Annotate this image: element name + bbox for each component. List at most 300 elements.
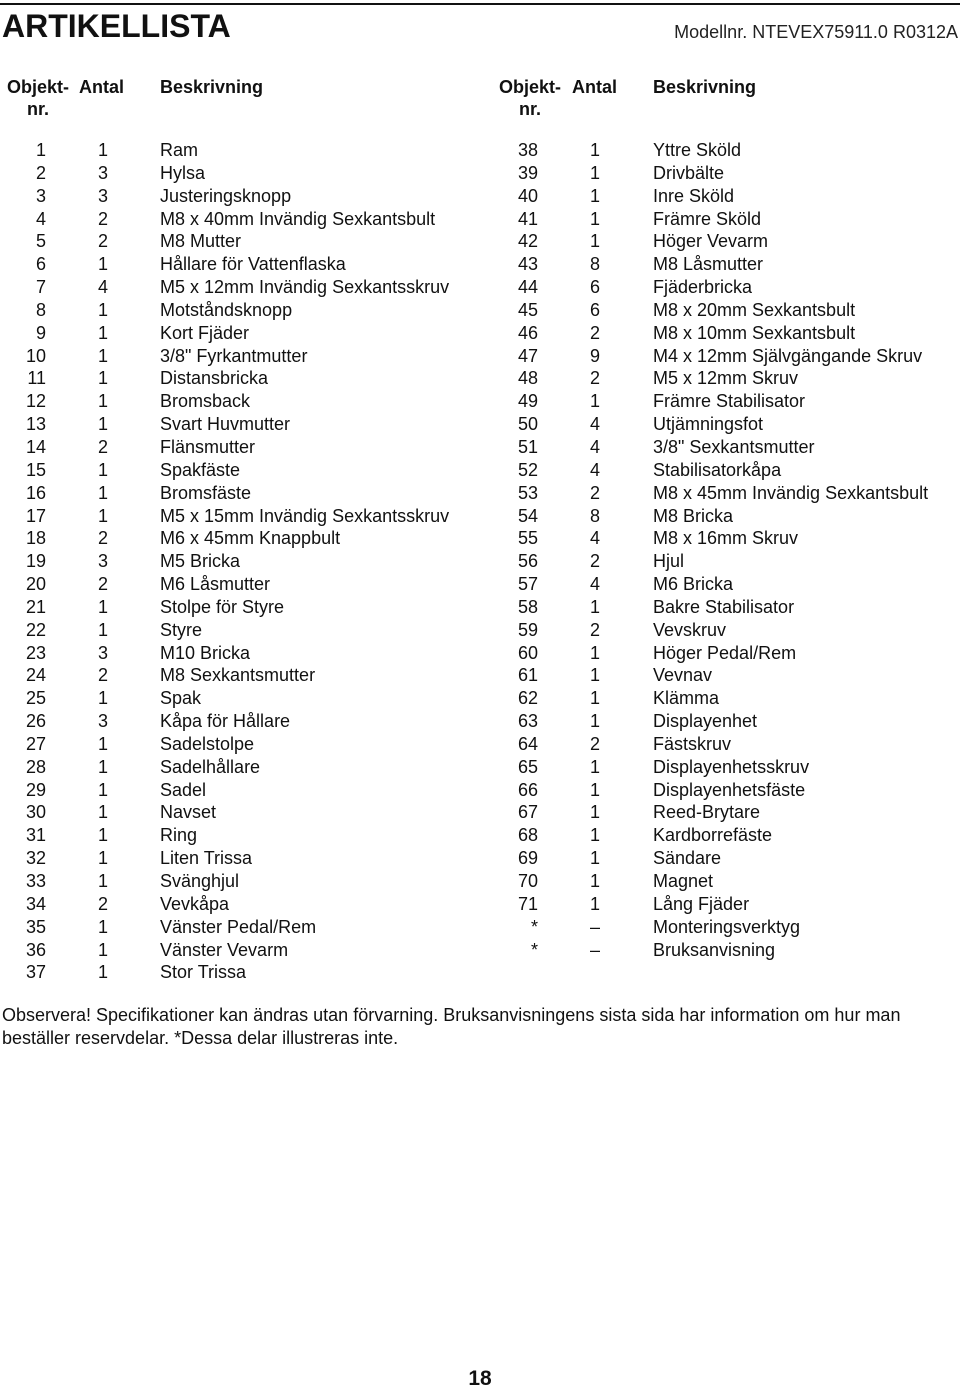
part-description: Motståndsknopp <box>160 299 293 320</box>
part-quantity: 1 <box>97 962 108 983</box>
part-quantity: 3 <box>97 185 108 206</box>
part-quantity: 1 <box>589 642 600 663</box>
table-row <box>0 664 480 687</box>
part-description: Yttre Sköld <box>653 140 742 160</box>
part-quantity: 2 <box>97 436 108 457</box>
table-row <box>0 824 480 847</box>
part-quantity: 3 <box>97 642 108 663</box>
part-description: M6 x 45mm Knappbult <box>160 528 341 549</box>
parts-list-right <box>490 139 960 961</box>
part-number: 57 <box>517 574 538 595</box>
part-number: 46 <box>517 322 538 343</box>
part-description: Inre Sköld <box>653 185 735 206</box>
table-row <box>0 619 480 642</box>
table-row <box>490 208 960 231</box>
page-number: 18 <box>468 1367 492 1390</box>
table-row <box>490 619 960 642</box>
part-number: 55 <box>517 528 538 549</box>
part-description: Displayenhet <box>653 711 758 732</box>
part-number: 33 <box>25 871 46 891</box>
table-row <box>0 527 480 550</box>
part-quantity: 4 <box>589 436 600 457</box>
part-quantity: 6 <box>589 299 600 320</box>
part-description: Hjul <box>653 551 685 572</box>
part-description: Sadel <box>160 779 207 800</box>
part-number: * <box>530 916 538 937</box>
part-description: Ram <box>160 140 199 160</box>
part-description: 3/8" Fyrkantmutter <box>160 345 308 366</box>
part-description: M10 Bricka <box>160 642 251 663</box>
part-number: 34 <box>25 893 46 914</box>
part-quantity: 1 <box>97 756 108 777</box>
table-row <box>490 505 960 528</box>
part-number: 59 <box>517 619 538 640</box>
part-number: 17 <box>25 505 46 526</box>
part-description: M8 x 10mm Sexkantsbult <box>653 322 856 343</box>
table-row <box>0 642 480 665</box>
part-number: 42 <box>517 231 538 252</box>
part-quantity: 1 <box>589 688 600 709</box>
part-number: 47 <box>517 345 538 366</box>
part-quantity: 1 <box>97 345 108 366</box>
table-row <box>490 162 960 185</box>
part-quantity: 1 <box>97 802 108 823</box>
table-row <box>490 139 960 162</box>
part-description: Navset <box>160 802 217 823</box>
part-number: 5 <box>35 231 46 252</box>
part-description: Bromsback <box>160 391 251 412</box>
part-number: 27 <box>25 733 46 754</box>
part-description: M6 Bricka <box>653 574 734 595</box>
part-description: Bromsfäste <box>160 482 252 503</box>
part-quantity: 1 <box>97 391 108 412</box>
part-quantity: 4 <box>589 414 600 435</box>
part-number: 44 <box>517 277 538 298</box>
part-description: 3/8" Sexkantsmutter <box>653 436 815 457</box>
table-row <box>0 162 480 185</box>
part-number: 14 <box>25 436 46 457</box>
part-number: 18 <box>25 528 46 549</box>
part-number: 29 <box>25 779 46 800</box>
part-description: Sadelstolpe <box>160 733 255 754</box>
table-row <box>0 893 480 916</box>
part-quantity: 3 <box>97 162 108 183</box>
part-number: 61 <box>517 665 538 686</box>
header-desc-left: Beskrivning <box>160 77 264 97</box>
part-description: Kardborrefäste <box>653 825 773 846</box>
table-row <box>0 413 480 436</box>
part-quantity: 1 <box>97 414 108 435</box>
part-description: M8 Bricka <box>653 505 734 526</box>
part-description: Kåpa för Hållare <box>160 711 291 732</box>
part-quantity: 2 <box>589 322 600 343</box>
part-description: M8 x 16mm Skruv <box>653 528 799 549</box>
table-row <box>490 345 960 368</box>
part-quantity: 1 <box>97 482 108 503</box>
part-quantity: 1 <box>97 733 108 754</box>
part-quantity: 1 <box>97 688 108 709</box>
part-number: 1 <box>35 140 46 160</box>
table-row <box>0 436 480 459</box>
table-row <box>0 710 480 733</box>
part-number: 22 <box>25 619 46 640</box>
page-title: ARTIKELLISTA <box>2 8 231 44</box>
part-quantity: 4 <box>589 574 600 595</box>
part-description: M8 Mutter <box>160 231 242 252</box>
part-quantity: 1 <box>589 140 600 160</box>
part-description: Justeringsknopp <box>160 185 292 206</box>
part-quantity: 1 <box>589 596 600 617</box>
part-description: Drivbälte <box>653 162 725 183</box>
table-row <box>490 436 960 459</box>
part-quantity: 1 <box>589 893 600 914</box>
table-row <box>490 276 960 299</box>
table-row <box>0 208 480 231</box>
part-description: Lång Fjäder <box>653 893 750 914</box>
part-number: 39 <box>517 162 538 183</box>
table-row <box>0 916 480 939</box>
part-quantity: 9 <box>589 345 600 366</box>
table-row <box>490 299 960 322</box>
part-number: 16 <box>25 482 46 503</box>
part-quantity: 2 <box>97 665 108 686</box>
part-quantity: 8 <box>589 505 600 526</box>
part-quantity: 2 <box>589 482 600 503</box>
part-description: M6 Låsmutter <box>160 574 271 595</box>
part-description: M5 x 15mm Invändig Sexkantsskruv <box>160 505 450 526</box>
header-num-right <box>495 76 565 120</box>
table-row <box>490 801 960 824</box>
part-number: 20 <box>25 574 46 595</box>
part-description: Sändare <box>653 848 722 869</box>
table-row <box>490 413 960 436</box>
table-row <box>0 847 480 870</box>
part-description: M4 x 12mm Självgängande Skruv <box>653 345 923 366</box>
table-row <box>0 276 480 299</box>
part-number: 37 <box>25 962 46 983</box>
table-row <box>490 527 960 550</box>
part-description: Distansbricka <box>160 368 269 389</box>
part-description: Styre <box>160 619 203 640</box>
part-description: Svart Huvmutter <box>160 414 291 435</box>
part-number: * <box>530 939 538 960</box>
part-number: 67 <box>517 802 538 823</box>
part-quantity: 8 <box>589 254 600 275</box>
part-description: Vänster Pedal/Rem <box>160 916 317 937</box>
part-description: Höger Vevarm <box>653 231 769 252</box>
table-row <box>490 664 960 687</box>
part-description: Bruksanvisning <box>653 939 776 960</box>
header-num-line1: Objekt- <box>498 77 561 97</box>
table-row <box>490 482 960 505</box>
table-row <box>0 687 480 710</box>
part-number: 25 <box>25 688 46 709</box>
table-row <box>490 367 960 390</box>
table-row <box>490 459 960 482</box>
part-description: Bakre Stabilisator <box>653 596 795 617</box>
part-number: 71 <box>517 893 538 914</box>
part-quantity: 1 <box>589 391 600 412</box>
part-quantity: 1 <box>97 299 108 320</box>
part-quantity: 4 <box>97 277 108 298</box>
table-row <box>490 390 960 413</box>
part-quantity: 1 <box>589 665 600 686</box>
part-description: M8 x 45mm Invändig Sexkantsbult <box>653 482 929 503</box>
part-quantity: 1 <box>97 596 108 617</box>
part-number: 28 <box>25 756 46 777</box>
part-quantity: 3 <box>97 551 108 572</box>
part-quantity: 1 <box>589 185 600 206</box>
part-number: 26 <box>25 711 46 732</box>
part-quantity: 1 <box>589 756 600 777</box>
part-description: Magnet <box>653 871 714 891</box>
top-rule <box>0 3 960 5</box>
part-description: Spakfäste <box>160 459 241 480</box>
part-quantity: 2 <box>97 208 108 229</box>
part-quantity: 1 <box>97 459 108 480</box>
header-qty-right: Antal <box>572 77 617 97</box>
part-quantity: 1 <box>97 825 108 846</box>
part-quantity: 1 <box>97 140 108 160</box>
table-row <box>490 322 960 345</box>
part-quantity: 1 <box>97 871 108 891</box>
table-row <box>0 596 480 619</box>
part-quantity: 1 <box>589 711 600 732</box>
table-row <box>0 367 480 390</box>
part-description: Monteringsverktyg <box>653 916 801 937</box>
part-quantity: 4 <box>589 528 600 549</box>
part-number: 52 <box>517 459 538 480</box>
part-description: Stolpe för Styre <box>160 596 285 617</box>
part-quantity: 1 <box>589 162 600 183</box>
part-number: 53 <box>517 482 538 503</box>
part-description: Vevkåpa <box>160 893 230 914</box>
table-row <box>0 939 480 962</box>
part-number: 62 <box>517 688 538 709</box>
table-row <box>490 756 960 779</box>
part-description: Vevskruv <box>653 619 727 640</box>
part-description: Fästskruv <box>653 733 732 754</box>
part-quantity: 1 <box>589 848 600 869</box>
part-number: 58 <box>517 596 538 617</box>
parts-list-left <box>0 139 480 984</box>
header-qty-left: Antal <box>79 77 124 97</box>
part-quantity: – <box>589 916 600 937</box>
table-row <box>490 870 960 893</box>
part-description: Vänster Vevarm <box>160 939 289 960</box>
part-number: 7 <box>35 277 46 298</box>
table-row <box>0 139 480 162</box>
model-number: Modellnr. NTEVEX75911.0 R0312A <box>674 22 958 42</box>
table-row <box>0 779 480 802</box>
table-row <box>0 573 480 596</box>
part-description: Klämma <box>653 688 720 709</box>
part-number: 63 <box>517 711 538 732</box>
part-quantity: 2 <box>97 893 108 914</box>
table-row <box>490 642 960 665</box>
table-row <box>490 185 960 208</box>
part-number: 68 <box>517 825 538 846</box>
part-quantity: 1 <box>589 802 600 823</box>
part-number: 54 <box>517 505 538 526</box>
part-description: Kort Fjäder <box>160 322 250 343</box>
table-row <box>0 253 480 276</box>
footnote: Observera! Specifikationer kan ändras utan förvarning. Bruksanvisningens sista sida har information om hur man beställer reservdelar. *Dessa delar illustreras inte. <box>2 1005 901 1048</box>
part-number: 66 <box>517 779 538 800</box>
part-number: 30 <box>25 802 46 823</box>
part-number: 65 <box>517 756 538 777</box>
table-row <box>490 733 960 756</box>
part-quantity: 2 <box>589 551 600 572</box>
table-row <box>490 824 960 847</box>
part-number: 64 <box>517 733 538 754</box>
part-description: Sadelhållare <box>160 756 261 777</box>
table-row <box>0 482 480 505</box>
table-row <box>0 756 480 779</box>
part-description: Främre Sköld <box>653 208 762 229</box>
part-quantity: 1 <box>97 505 108 526</box>
part-number: 19 <box>25 551 46 572</box>
part-quantity: 2 <box>589 368 600 389</box>
table-row <box>0 733 480 756</box>
part-number: 70 <box>517 871 538 891</box>
part-number: 12 <box>25 391 46 412</box>
part-quantity: 2 <box>97 231 108 252</box>
table-row <box>0 961 480 984</box>
table-row <box>490 687 960 710</box>
part-description: M5 x 12mm Invändig Sexkantsskruv <box>160 277 450 298</box>
part-number: 2 <box>35 162 46 183</box>
part-description: Displayenhetsskruv <box>653 756 810 777</box>
part-number: 10 <box>25 345 46 366</box>
header-num-left <box>3 76 73 120</box>
table-row <box>490 779 960 802</box>
part-description: M8 Låsmutter <box>653 254 764 275</box>
part-quantity: 2 <box>97 528 108 549</box>
part-number: 4 <box>35 208 46 229</box>
part-number: 43 <box>517 254 538 275</box>
table-row <box>0 550 480 573</box>
part-quantity: 1 <box>589 825 600 846</box>
part-quantity: 1 <box>589 231 600 252</box>
table-row <box>490 847 960 870</box>
part-quantity: 1 <box>97 368 108 389</box>
part-description: Flänsmutter <box>160 436 256 457</box>
part-number: 31 <box>25 825 46 846</box>
part-quantity: 1 <box>97 619 108 640</box>
part-number: 13 <box>25 414 46 435</box>
part-number: 15 <box>25 459 46 480</box>
part-quantity: 1 <box>97 939 108 960</box>
part-description: Svänghjul <box>160 871 240 891</box>
table-row <box>490 550 960 573</box>
part-quantity: 1 <box>97 779 108 800</box>
part-description: Liten Trissa <box>160 848 253 869</box>
part-number: 35 <box>25 916 46 937</box>
table-row <box>490 596 960 619</box>
part-description: M8 x 40mm Invändig Sexkantsbult <box>160 208 436 229</box>
part-quantity: 6 <box>589 277 600 298</box>
table-row <box>0 345 480 368</box>
part-quantity: 2 <box>589 733 600 754</box>
table-row <box>490 230 960 253</box>
table-row <box>0 505 480 528</box>
part-number: 8 <box>35 299 46 320</box>
part-description: Reed-Brytare <box>653 802 761 823</box>
part-description: Stabilisatorkåpa <box>653 459 782 480</box>
table-row <box>490 710 960 733</box>
part-description: Utjämningsfot <box>653 414 764 435</box>
part-description: Displayenhetsfäste <box>653 779 806 800</box>
table-row <box>490 939 960 962</box>
part-description: M8 x 20mm Sexkantsbult <box>653 299 856 320</box>
table-row <box>490 253 960 276</box>
part-quantity: 1 <box>97 322 108 343</box>
part-quantity: 4 <box>589 459 600 480</box>
part-description: Vevnav <box>653 665 713 686</box>
header-num-line1: Objekt- <box>6 77 69 97</box>
part-number: 36 <box>25 939 46 960</box>
part-description: M5 Bricka <box>160 551 241 572</box>
part-quantity: 1 <box>589 208 600 229</box>
part-number: 50 <box>517 414 538 435</box>
part-number: 45 <box>517 299 538 320</box>
part-number: 6 <box>35 254 46 275</box>
header-desc-right: Beskrivning <box>653 77 757 97</box>
part-number: 24 <box>25 665 46 686</box>
part-quantity: 1 <box>97 254 108 275</box>
part-quantity: 1 <box>97 848 108 869</box>
part-number: 23 <box>25 642 46 663</box>
part-quantity: 1 <box>589 779 600 800</box>
part-number: 60 <box>517 642 538 663</box>
part-quantity: 1 <box>97 916 108 937</box>
table-row <box>0 185 480 208</box>
part-number: 3 <box>35 185 46 206</box>
part-description: Främre Stabilisator <box>653 391 806 412</box>
part-number: 69 <box>517 848 538 869</box>
header-num-line2: nr. <box>518 99 541 119</box>
part-description: Fjäderbricka <box>653 277 753 298</box>
part-description: Höger Pedal/Rem <box>653 642 797 663</box>
part-description: Ring <box>160 825 198 846</box>
part-number: 51 <box>517 436 538 457</box>
part-description: Spak <box>160 688 202 709</box>
part-number: 21 <box>25 596 46 617</box>
part-number: 56 <box>517 551 538 572</box>
part-number: 41 <box>517 208 538 229</box>
part-description: M5 x 12mm Skruv <box>653 368 799 389</box>
part-number: 32 <box>25 848 46 869</box>
table-row <box>0 322 480 345</box>
table-row <box>0 459 480 482</box>
header-num-line2: nr. <box>26 99 49 119</box>
part-quantity: 2 <box>589 619 600 640</box>
part-number: 49 <box>517 391 538 412</box>
table-row <box>0 230 480 253</box>
table-row <box>0 299 480 322</box>
part-number: 11 <box>27 368 46 389</box>
part-description: Hylsa <box>160 162 206 183</box>
part-description: Hållare för Vattenflaska <box>160 254 346 275</box>
part-number: 48 <box>517 368 538 389</box>
table-row <box>490 893 960 916</box>
table-row <box>0 390 480 413</box>
part-number: 38 <box>517 140 538 160</box>
part-number: 40 <box>517 185 538 206</box>
table-row <box>490 916 960 939</box>
part-description: Stor Trissa <box>160 962 247 983</box>
